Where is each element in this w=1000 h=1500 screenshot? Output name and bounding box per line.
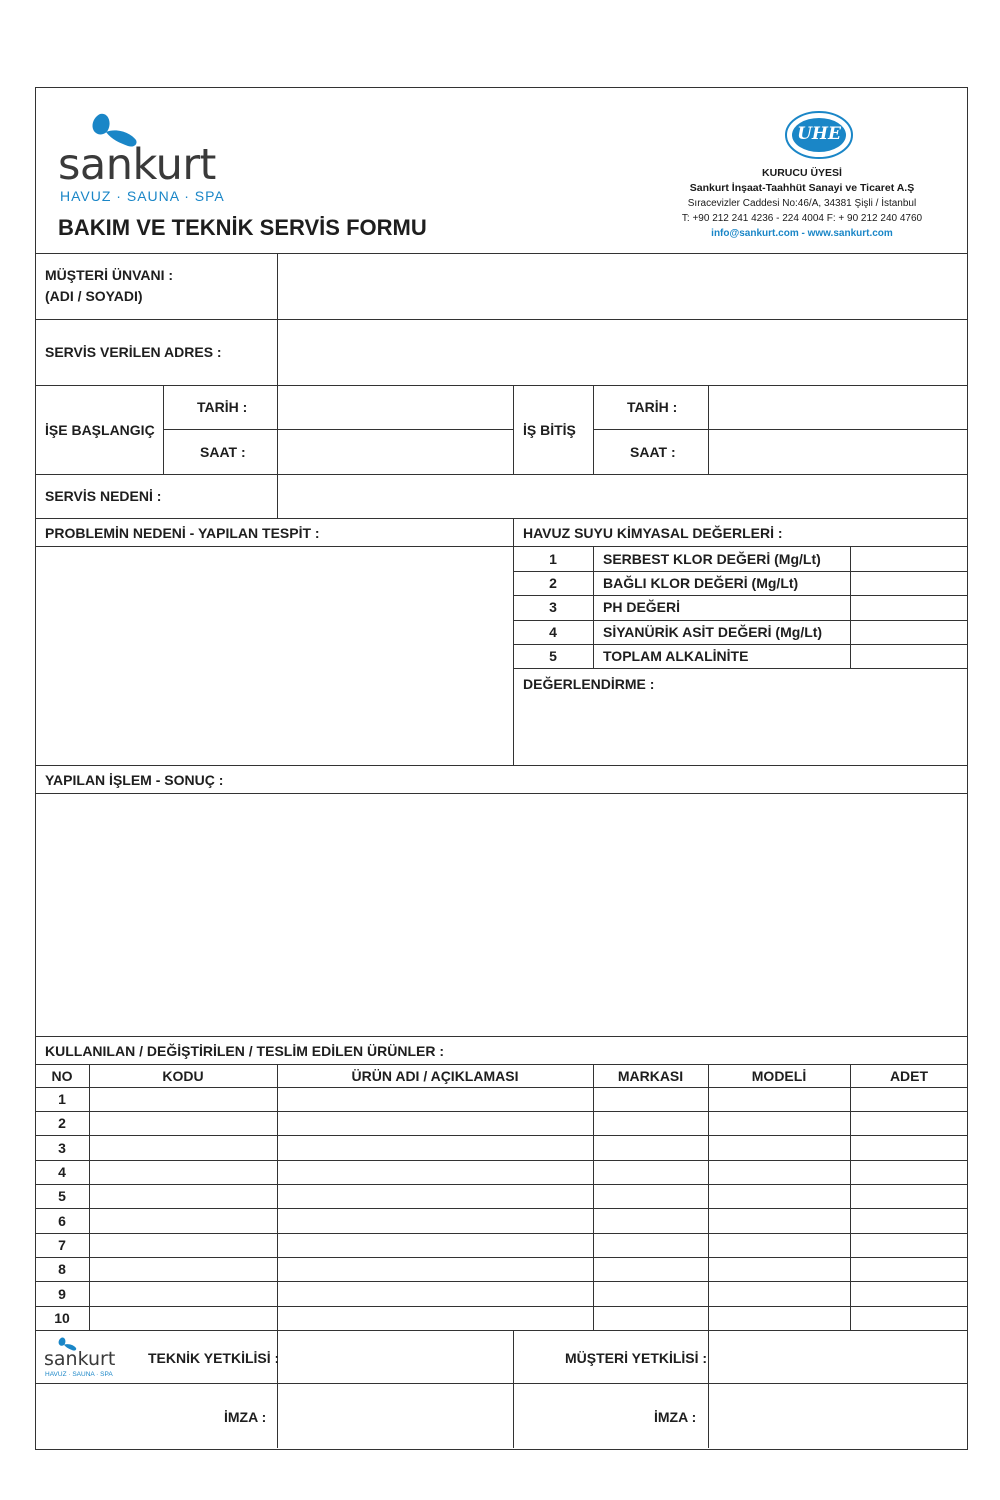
rule: [513, 668, 968, 669]
col-brand: MARKASI: [617, 1068, 684, 1084]
col-quantity: ADET: [889, 1068, 929, 1084]
product-row-no: 8: [58, 1261, 66, 1277]
footer-wordmark: sankurt: [44, 1348, 116, 1370]
product-row-no: 1: [58, 1091, 66, 1107]
rule: [35, 1036, 968, 1037]
reason-label: SERVİS NEDENİ :: [45, 488, 162, 504]
chem-row-no: 2: [549, 575, 557, 591]
rule: [277, 253, 278, 519]
rule: [89, 1064, 90, 1330]
form-title: BAKIM VE TEKNİK SERVİS FORMU: [58, 215, 427, 240]
end-date-field[interactable]: [710, 387, 966, 428]
end-date-label: TARİH :: [627, 399, 678, 415]
address-field[interactable]: [279, 321, 966, 384]
chem-row-name: BAĞLI KLOR DEĞERİ (Mg/Lt): [603, 575, 799, 591]
rule: [35, 546, 968, 547]
rule: [35, 385, 968, 386]
chem-row-name: PH DEĞERİ: [603, 599, 681, 615]
chem-row-no: 1: [549, 551, 557, 567]
product-row-no: 3: [58, 1140, 66, 1156]
products-label: KULLANILAN / DEĞİŞTİRİLEN / TESLİM EDİLEN ÜRÜNLER :: [45, 1043, 444, 1059]
col-model: MODELİ: [751, 1068, 807, 1084]
rule: [513, 595, 968, 596]
rule: [35, 319, 968, 320]
work-done-field[interactable]: [37, 795, 966, 1035]
start-date-label: TARİH :: [197, 399, 248, 415]
evaluation-field[interactable]: [515, 695, 966, 764]
customer-rep-label: MÜŞTERİ YETKİLİSİ :: [565, 1350, 708, 1366]
rule: [35, 793, 968, 794]
problem-field[interactable]: [37, 548, 512, 764]
uhe-badge: UHE: [784, 110, 854, 160]
reason-field[interactable]: [279, 476, 966, 517]
col-product-name: ÜRÜN ADI / AÇIKLAMASI: [351, 1068, 519, 1084]
rule: [35, 518, 968, 519]
product-row-no: 2: [58, 1115, 66, 1131]
start-time-label: SAAT :: [200, 444, 246, 460]
chem-row-no: 5: [549, 648, 557, 664]
end-time-label: SAAT :: [630, 444, 676, 460]
product-row-no: 10: [54, 1310, 70, 1326]
evaluation-label: DEĞERLENDİRME :: [523, 676, 655, 692]
chem-row-name: SERBEST KLOR DEĞERİ (Mg/Lt): [603, 551, 821, 567]
company-name: Sankurt İnşaat-Taahhüt Sanayi ve Ticaret A.Ş: [689, 182, 915, 194]
rule: [35, 1383, 968, 1384]
address-label: SERVİS VERİLEN ADRES :: [45, 344, 222, 360]
company-address: Sıracevizler Caddesi No:46/A, 34381 Şişli / İstanbul: [687, 198, 917, 209]
rule: [277, 1330, 278, 1448]
rule: [35, 1330, 968, 1331]
chem-value-field[interactable]: [852, 622, 966, 643]
rule: [513, 644, 968, 645]
chem-row-name: TOPLAM ALKALİNİTE: [603, 648, 749, 664]
company-web: info@sankurt.com - www.sankurt.com: [711, 228, 893, 239]
brand-logo: [58, 110, 238, 210]
signature-right-label: İMZA :: [654, 1409, 697, 1425]
rule: [850, 546, 851, 668]
chem-header: HAVUZ SUYU KİMYASAL DEĞERLERİ :: [523, 525, 783, 541]
rule: [593, 546, 594, 668]
rule: [35, 1087, 968, 1088]
signature-left-label: İMZA :: [224, 1409, 267, 1425]
work-done-label: YAPILAN İŞLEM - SONUÇ :: [45, 772, 224, 788]
footer-logo: [44, 1336, 134, 1382]
col-no: NO: [51, 1068, 73, 1084]
end-time-field[interactable]: [710, 431, 966, 473]
brand-wordmark: sankurt: [58, 140, 216, 190]
start-date-field[interactable]: [279, 387, 512, 428]
products-table-body[interactable]: [91, 1089, 966, 1329]
start-label: İŞE BAŞLANGIÇ: [45, 422, 155, 438]
customer-rep-field[interactable]: [710, 1332, 966, 1382]
rule: [513, 1330, 514, 1448]
rule: [163, 385, 164, 474]
association-membership: KURUCU ÜYESİ: [762, 167, 842, 179]
rule: [593, 429, 968, 430]
customer-sublabel: (ADI / SOYADI): [45, 288, 143, 304]
company-phone: T: +90 212 241 4236 - 224 4004 F: + 90 212 240 4760: [681, 213, 923, 224]
chem-value-field[interactable]: [852, 573, 966, 594]
customer-label: MÜŞTERİ ÜNVANI :: [45, 267, 174, 283]
rule: [708, 385, 709, 474]
rule: [163, 429, 513, 430]
rule: [513, 571, 968, 572]
product-row-no: 4: [58, 1164, 66, 1180]
product-row-no: 6: [58, 1213, 66, 1229]
end-label: İŞ BİTİŞ: [523, 422, 576, 438]
tech-rep-label: TEKNİK YETKİLİSİ :: [148, 1350, 280, 1366]
tech-rep-field[interactable]: [279, 1332, 512, 1382]
signature-right-field[interactable]: [710, 1385, 966, 1447]
rule: [593, 385, 594, 474]
footer-tagline: HAVUZ · SAUNA · SPA: [45, 1371, 113, 1378]
chem-row-no: 3: [549, 599, 557, 615]
rule: [513, 620, 968, 621]
product-row-no: 9: [58, 1286, 66, 1302]
signature-left-field[interactable]: [279, 1385, 512, 1447]
problem-label: PROBLEMİN NEDENİ - YAPILAN TESPİT :: [45, 525, 320, 541]
col-code: KODU: [162, 1068, 204, 1084]
customer-name-field[interactable]: [279, 255, 966, 318]
start-time-field[interactable]: [279, 431, 512, 473]
brand-tagline: HAVUZ · SAUNA · SPA: [60, 188, 225, 204]
product-row-no: 5: [58, 1188, 66, 1204]
chem-row-no: 4: [549, 624, 557, 640]
chem-row-name: SİYANÜRİK ASİT DEĞERİ (Mg/Lt): [603, 624, 823, 640]
rule: [35, 765, 968, 766]
product-row-no: 7: [58, 1237, 66, 1253]
rule: [35, 253, 968, 254]
chem-value-field[interactable]: [852, 646, 966, 667]
chem-value-field[interactable]: [852, 597, 966, 619]
rule: [708, 1330, 709, 1448]
rule: [513, 385, 514, 474]
rule: [35, 474, 968, 475]
rule: [35, 1064, 968, 1065]
chem-value-field[interactable]: [852, 548, 966, 570]
